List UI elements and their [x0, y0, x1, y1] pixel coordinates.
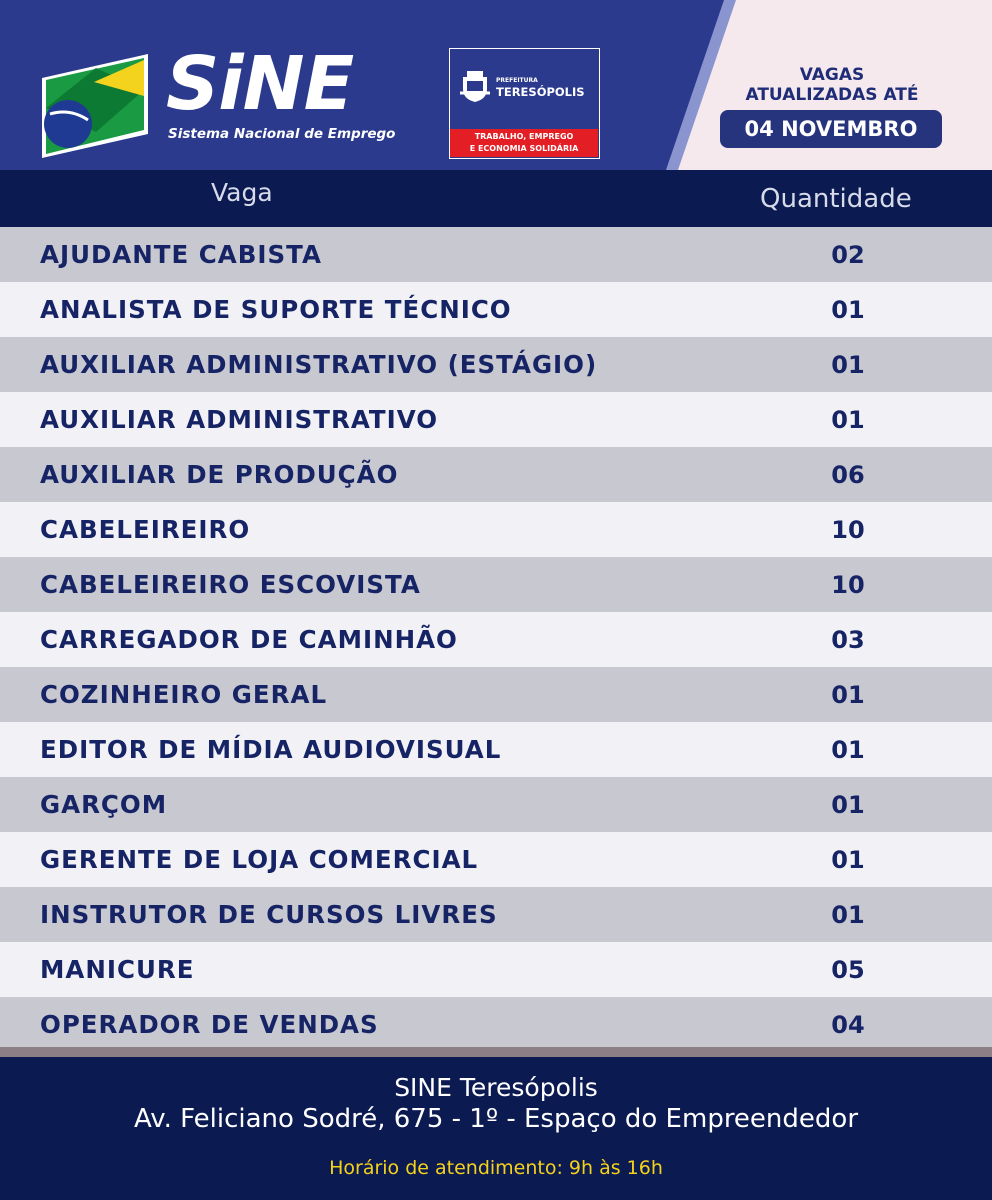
update-label-line2: ATUALIZADAS ATÉ	[745, 85, 919, 105]
prefeitura-label: PREFEITURA	[496, 77, 538, 84]
job-quantity: 10	[831, 571, 865, 599]
job-quantity: 05	[831, 956, 865, 984]
table-row	[0, 777, 992, 832]
job-quantity: 01	[831, 296, 865, 324]
footer-office-name: SINE Teresópolis	[394, 1073, 598, 1102]
prefeitura-city: TERESÓPOLIS	[496, 85, 585, 99]
table-row	[0, 722, 992, 777]
table-header	[0, 170, 992, 227]
city-crest-icon	[458, 69, 492, 103]
job-quantity: 01	[831, 351, 865, 379]
footer-opening-hours: Horário de atendimento: 9h às 16h	[329, 1157, 663, 1179]
job-quantity: 01	[831, 681, 865, 709]
job-quantity: 02	[831, 241, 865, 269]
job-title: GERENTE DE LOJA COMERCIAL	[40, 845, 479, 874]
footer-divider	[0, 1047, 992, 1057]
job-quantity: 01	[831, 846, 865, 874]
table-row	[0, 887, 992, 942]
prefeitura-department-band	[450, 129, 598, 157]
table-row	[0, 942, 992, 997]
job-title: OPERADOR DE VENDAS	[40, 1010, 379, 1039]
column-header-vaga: Vaga	[211, 178, 273, 207]
job-quantity: 03	[831, 626, 865, 654]
job-quantity: 06	[831, 461, 865, 489]
table-row	[0, 392, 992, 447]
table-row	[0, 447, 992, 502]
prefeitura-department-line2: E ECONOMIA SOLIDÁRIA	[469, 144, 579, 153]
sine-brand-title: SiNE	[166, 41, 354, 127]
table-row	[0, 282, 992, 337]
job-quantity: 10	[831, 516, 865, 544]
job-title: CABELEIREIRO	[40, 515, 251, 544]
job-quantity: 01	[831, 406, 865, 434]
prefeitura-badge	[449, 48, 600, 159]
job-title: GARÇOM	[40, 790, 168, 819]
job-title: CABELEIREIRO ESCOVISTA	[40, 570, 421, 599]
footer	[0, 1057, 992, 1200]
column-header-quantidade: Quantidade	[760, 184, 912, 214]
prefeitura-department-line1: TRABALHO, EMPREGO	[474, 132, 574, 141]
header	[0, 0, 992, 170]
update-label-line1: VAGAS	[799, 65, 865, 85]
table-row	[0, 667, 992, 722]
sine-flag-logo	[36, 50, 156, 162]
job-title: INSTRUTOR DE CURSOS LIVRES	[40, 900, 498, 929]
job-title: AUXILIAR DE PRODUÇÃO	[40, 460, 399, 489]
job-quantity: 01	[831, 901, 865, 929]
table-row	[0, 997, 992, 1052]
jobs-table	[0, 227, 992, 1052]
job-quantity: 01	[831, 791, 865, 819]
table-row	[0, 227, 992, 282]
sine-brand-subtitle: Sistema Nacional de Emprego	[168, 126, 396, 142]
job-quantity: 01	[831, 736, 865, 764]
job-title: AJUDANTE CABISTA	[40, 240, 322, 269]
update-date-badge: 04 NOVEMBRO	[720, 110, 942, 148]
job-title: EDITOR DE MÍDIA AUDIOVISUAL	[40, 735, 502, 764]
footer-address: Av. Feliciano Sodré, 675 - 1º - Espaço do Empreendedor	[133, 1104, 859, 1134]
table-row	[0, 832, 992, 887]
table-row	[0, 502, 992, 557]
table-row	[0, 557, 992, 612]
job-title: CARREGADOR DE CAMINHÃO	[40, 625, 458, 654]
job-title: AUXILIAR ADMINISTRATIVO (ESTÁGIO)	[40, 350, 598, 379]
table-row	[0, 337, 992, 392]
table-row	[0, 612, 992, 667]
job-title: AUXILIAR ADMINISTRATIVO	[40, 405, 439, 434]
job-title: MANICURE	[40, 955, 195, 984]
job-title: ANALISTA DE SUPORTE TÉCNICO	[40, 295, 512, 324]
job-quantity: 04	[831, 1011, 865, 1039]
job-title: COZINHEIRO GERAL	[40, 680, 328, 709]
